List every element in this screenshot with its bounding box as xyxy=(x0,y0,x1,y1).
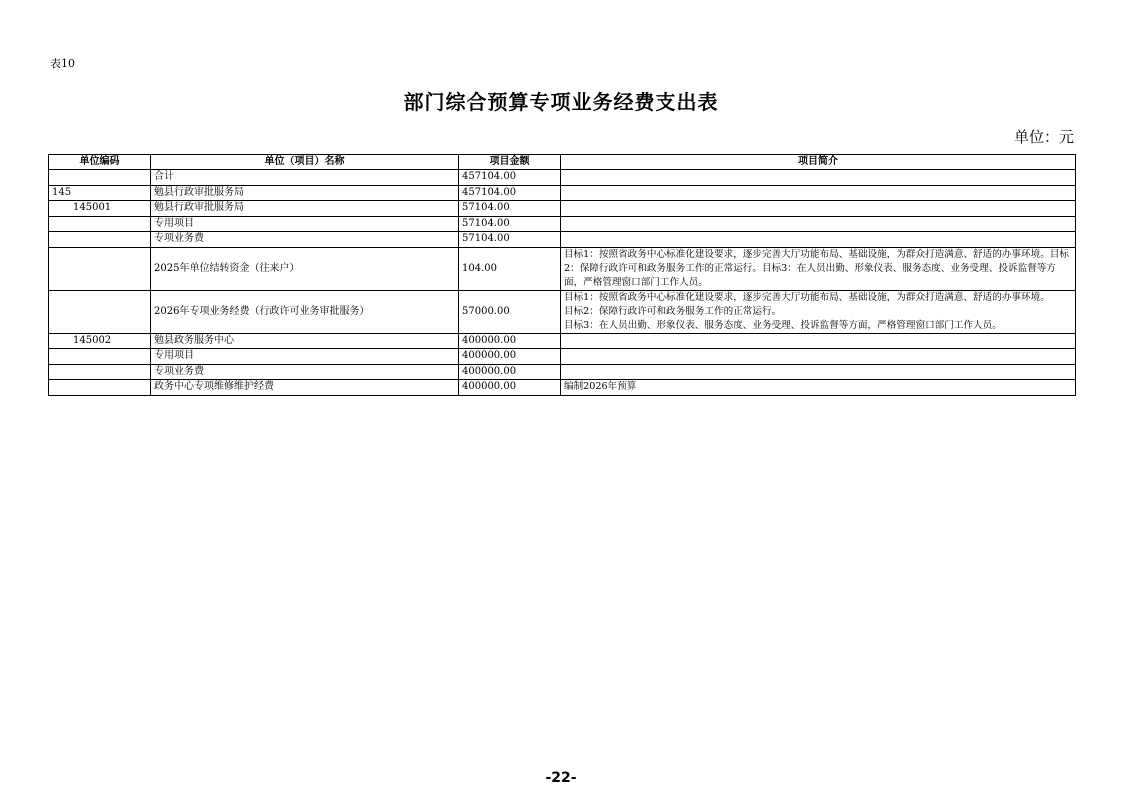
cell-description xyxy=(561,333,1076,349)
table-row xyxy=(49,380,1076,396)
description-line: 编制2026年预算 xyxy=(564,381,637,393)
cell-amount: 400000.00 xyxy=(459,349,561,365)
cell-name: 勉县行政审批服务局 xyxy=(151,185,459,201)
budget-table xyxy=(48,154,1076,396)
cell-name: 专项业务费 xyxy=(151,364,459,380)
cell-amount: 57104.00 xyxy=(459,216,561,232)
cell-name: 合计 xyxy=(151,170,459,186)
cell-amount: 104.00 xyxy=(459,247,561,290)
cell-description xyxy=(561,185,1076,201)
cell-name: 专用项目 xyxy=(151,216,459,232)
table-row xyxy=(49,333,1076,349)
cell-unit-code xyxy=(49,349,151,365)
cell-name: 专项业务费 xyxy=(151,232,459,248)
cell-amount: 400000.00 xyxy=(459,333,561,349)
cell-description xyxy=(561,247,1076,290)
cell-description xyxy=(561,170,1076,186)
table-row xyxy=(49,232,1076,248)
page-title: 部门综合预算专项业务经费支出表 xyxy=(403,90,719,114)
cell-amount: 457104.00 xyxy=(459,185,561,201)
cell-unit-code xyxy=(49,290,151,333)
cell-amount: 400000.00 xyxy=(459,380,561,396)
table-row xyxy=(49,364,1076,380)
header-amount: 项目金额 xyxy=(459,155,561,170)
cell-unit-code xyxy=(49,380,151,396)
cell-amount: 57104.00 xyxy=(459,232,561,248)
unit-label: 单位：元 xyxy=(1013,128,1074,146)
table-row xyxy=(49,185,1076,201)
table-row xyxy=(49,216,1076,232)
cell-amount: 57104.00 xyxy=(459,201,561,217)
cell-unit-code xyxy=(49,216,151,232)
cell-unit-code xyxy=(49,232,151,248)
page-number: -22- xyxy=(545,770,577,786)
cell-name: 勉县政务服务中心 xyxy=(151,333,459,349)
table-row xyxy=(49,170,1076,186)
cell-unit-code xyxy=(49,170,151,186)
cell-amount: 57000.00 xyxy=(459,290,561,333)
cell-amount: 400000.00 xyxy=(459,364,561,380)
table-header-row xyxy=(49,155,1076,170)
header-desc: 项目简介 xyxy=(561,155,1076,170)
cell-name: 2026年专项业务经费（行政许可业务审批服务） xyxy=(151,290,459,333)
cell-description xyxy=(561,380,1076,396)
cell-unit-code: 145 xyxy=(49,185,151,201)
cell-name: 政务中心专项维修维护经费 xyxy=(151,380,459,396)
cell-name: 专用项目 xyxy=(151,349,459,365)
cell-description xyxy=(561,364,1076,380)
header-code: 单位编码 xyxy=(49,155,151,170)
cell-unit-code: 145001 xyxy=(49,201,151,217)
cell-unit-code: 145002 xyxy=(49,333,151,349)
table-number: 表10 xyxy=(50,57,75,70)
cell-description xyxy=(561,216,1076,232)
description-line: 目标1：按照省政务中心标准化建设要求，逐步完善大厅功能布局、基础设施，为群众打造满意、舒适的办事环境。目标2：保障行政许可和政务服务工作的正常运行。目标3：在人员出勤、形象仪表、服务态度、业务受理、投诉监督等方面，严格管理窗口部门工作人员。 xyxy=(564,248,1069,288)
cell-description xyxy=(561,232,1076,248)
table-row xyxy=(49,201,1076,217)
table-row xyxy=(49,349,1076,365)
cell-description xyxy=(561,201,1076,217)
cell-name: 勉县行政审批服务局 xyxy=(151,201,459,217)
table-row xyxy=(49,290,1076,333)
description-line: 目标3：在人员出勤、形象仪表、服务态度、业务受理、投诉监督等方面，严格管理窗口部门工作人员。 xyxy=(564,319,1002,331)
cell-unit-code xyxy=(49,364,151,380)
table-row xyxy=(49,247,1076,290)
cell-description xyxy=(561,290,1076,333)
cell-description xyxy=(561,349,1076,365)
header-name: 单位（项目）名称 xyxy=(151,155,459,170)
cell-name: 2025年单位结转资金（往来户） xyxy=(151,247,459,290)
table-body xyxy=(49,170,1076,396)
cell-amount: 457104.00 xyxy=(459,170,561,186)
description-line: 目标1：按照省政务中心标准化建设要求，逐步完善大厅功能布局、基础设施，为群众打造满意、舒适的办事环境。 xyxy=(564,291,1050,303)
cell-unit-code xyxy=(49,247,151,290)
description-line: 目标2：保障行政许可和政务服务工作的正常运行。 xyxy=(564,305,782,317)
